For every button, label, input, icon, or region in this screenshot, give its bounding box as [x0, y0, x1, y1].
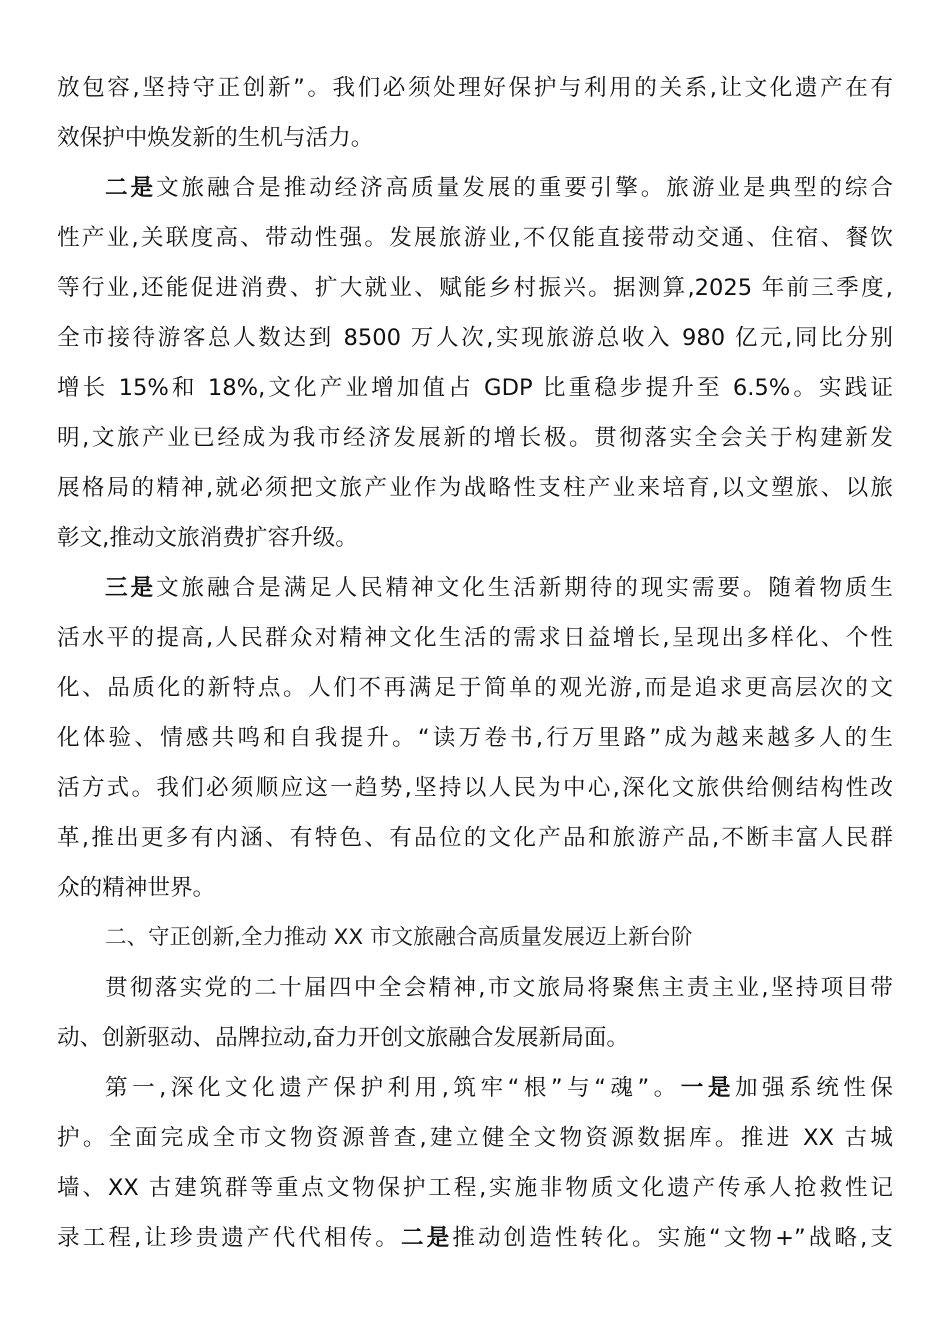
line-text: 展格局的精神,就必须把文旅产业作为战略性支柱产业来培育,以文塑旅、以旅 — [57, 475, 893, 501]
paragraph-line — [57, 871, 893, 905]
paragraph-line — [57, 221, 893, 255]
line-text: 活方式。我们必须顺应这一趋势,坚持以人民为中心,深化文旅供给侧结构性改 — [57, 775, 893, 801]
emphasis-label: 二是 — [400, 1225, 453, 1251]
line-text: 化体验、情感共鸣和自我提升。“读万卷书,行万里路”成为越来越多人的生 — [57, 725, 893, 751]
paragraph-line — [57, 771, 893, 805]
line-text: 彰文,推动文旅消费扩容升级。 — [57, 525, 358, 551]
paragraph-line — [57, 1221, 893, 1255]
paragraph-line — [57, 121, 893, 155]
line-text: 贯彻落实党的二十届四中全会精神,市文旅局将聚焦主责主业,坚持项目带 — [105, 975, 893, 1001]
paragraph-line — [57, 671, 893, 705]
paragraph-line — [57, 1021, 893, 1055]
line-text: 推动创造性转化。实施“文物+”战略,支 — [452, 1225, 893, 1251]
line-text: 放包容,坚持守正创新”。我们必须处理好保护与利用的关系,让文化遗产在有 — [57, 75, 893, 101]
paragraph-line — [105, 971, 893, 1005]
paragraph-line — [105, 1071, 893, 1105]
paragraph-line — [105, 171, 893, 205]
paragraph-line — [57, 521, 893, 555]
paragraph-line — [57, 621, 893, 655]
line-text: 革,推出更多有内涵、有特色、有品位的文化产品和旅游产品,不断丰富人民群 — [57, 825, 893, 851]
line-text: 明,文旅产业已经成为我市经济发展新的增长极。贯彻落实全会关于构建新发 — [57, 425, 893, 451]
line-text: 全市接待游客总人数达到 8500 万人次,实现旅游总收入 980 亿元,同比分别 — [57, 325, 893, 351]
paragraph-line — [57, 321, 893, 355]
heading-text: 二、守正创新,全力推动 XX 市文旅融合高质量发展迈上新台阶 — [105, 925, 693, 950]
paragraph-line — [57, 421, 893, 455]
line-text: 文旅融合是推动经济高质量发展的重要引擎。旅游业是典型的综合 — [156, 175, 894, 201]
paragraph-line — [105, 571, 893, 605]
paragraph-line — [57, 271, 893, 305]
emphasis-label: 二是 — [105, 175, 157, 201]
line-text: 文旅融合是满足人民精神文化生活新期待的现实需要。随着物质生 — [156, 575, 894, 601]
line-text: 效保护中焕发新的生机与活力。 — [57, 125, 374, 151]
paragraph-line — [57, 471, 893, 505]
line-text: 录工程,让珍贵遗产代代相传。 — [57, 1225, 401, 1251]
line-text: 墙、XX 古建筑群等重点文物保护工程,实施非物质文化遗产传承人抢救性记 — [57, 1175, 893, 1201]
section-heading — [105, 921, 893, 955]
paragraph-line — [57, 1121, 893, 1155]
line-text: 增长 15%和 18%,文化产业增加值占 GDP 比重稳步提升至 6.5%。实践证 — [57, 375, 893, 401]
paragraph-line — [57, 71, 893, 105]
line-text: 第一,深化文化遗产保护利用,筑牢“根”与“魂”。 — [105, 1075, 681, 1101]
line-text: 加强系统性保 — [734, 1075, 894, 1101]
line-text: 等行业,还能促进消费、扩大就业、赋能乡村振兴。据测算,2025 年前三季度, — [57, 275, 893, 301]
line-text: 性产业,关联度高、带动性强。发展旅游业,不仅能直接带动交通、住宿、餐饮 — [57, 225, 893, 251]
emphasis-label: 三是 — [105, 575, 157, 601]
paragraph-line — [57, 1171, 893, 1205]
line-text: 动、创新驱动、品牌拉动,奋力开创文旅融合发展新局面。 — [57, 1025, 630, 1051]
paragraph-line — [57, 821, 893, 855]
line-text: 众的精神世界。 — [57, 875, 216, 901]
paragraph-line — [57, 721, 893, 755]
emphasis-label: 一是 — [680, 1075, 735, 1101]
paragraph-line — [57, 371, 893, 405]
line-text: 化、品质化的新特点。人们不再满足于简单的观光游,而是追求更高层次的文 — [57, 675, 893, 701]
line-text: 活水平的提高,人民群众对精神文化生活的需求日益增长,呈现出多样化、个性 — [57, 625, 893, 651]
line-text: 护。全面完成全市文物资源普查,建立健全文物资源数据库。推进 XX 古城 — [57, 1125, 893, 1151]
